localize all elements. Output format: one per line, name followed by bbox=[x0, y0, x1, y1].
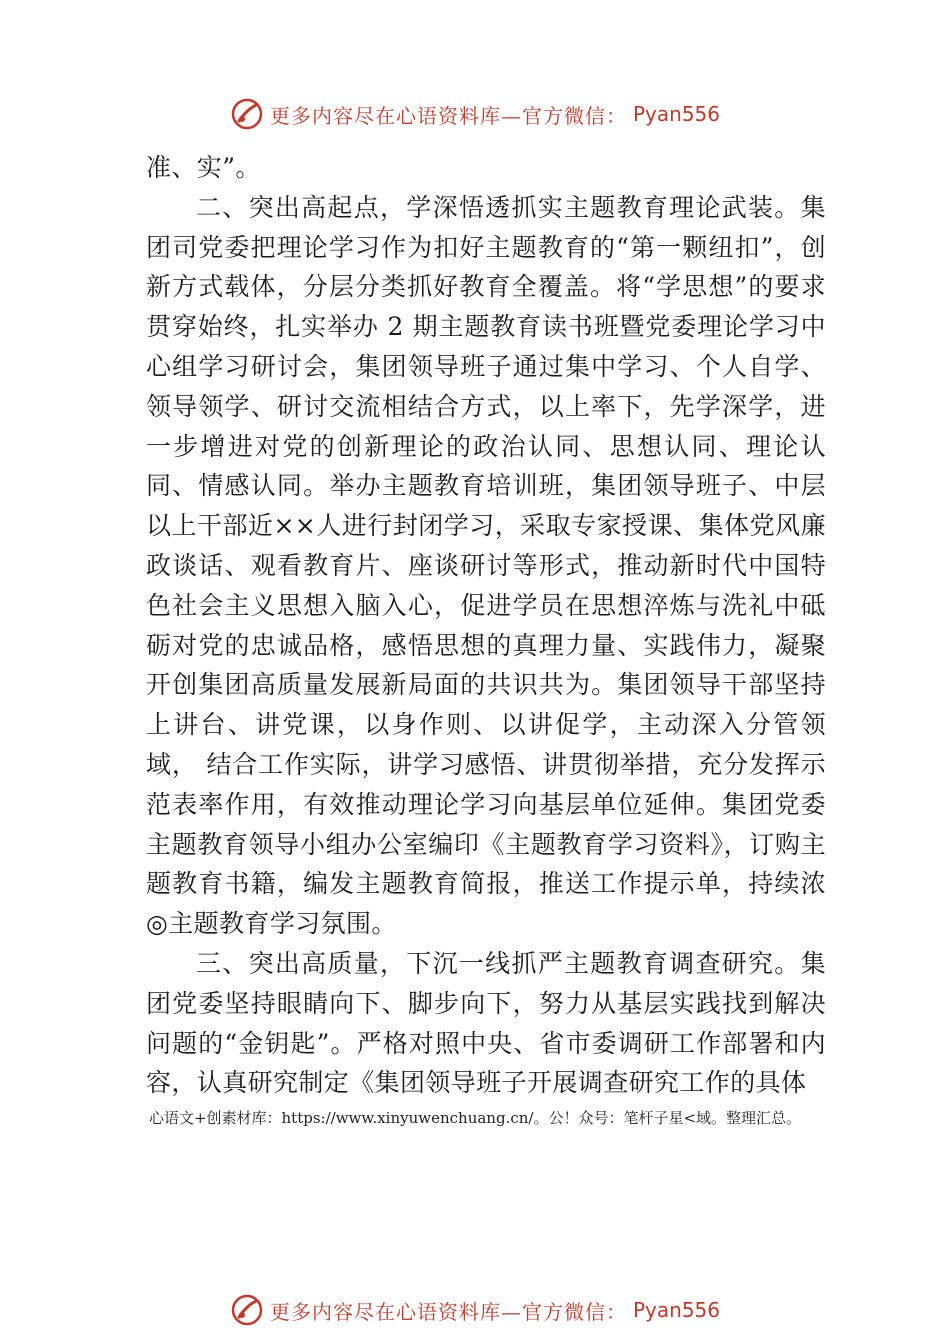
brush-logo-icon bbox=[230, 1293, 264, 1327]
footer-banner bbox=[0, 1290, 950, 1330]
footer-source-line: 心语文+创素材库：https://www.xinyuwenchuang.cn/。公！众号：笔杆子星<域。整理汇总。 bbox=[148, 1109, 802, 1127]
brush-logo-icon bbox=[230, 97, 264, 131]
paragraph-continuation: 准、实”。 bbox=[146, 153, 261, 182]
paragraph-section-2: 二、突出高起点，学深悟透抓实主题教育理论武装。集团司党委把理论学习作为扣好主题教育的“第一颗纽扣”，创新方式载体，分层分类抓好教育全覆盖。将“学思想”的要求贯穿始终，扎实举办 2 期主题教育读书班暨党委理论学习中心组学习研讨会，集团领导班子通过集中学习、个人自学、领导领学、研讨交流相结合方式，以上率下，先学深学，进一步增进对党的创新理论的政治认同、思想认同、理论认同、情感认同。举办主题教育培训班，集团领导班子、中层以上干部近××人进行封闭学习，采取专家授课、集体党风廉政谈话、观看教育片、座谈研讨等形式，推动新时代中国特色社会主义思想入脑入心，促进学员在思想淬炼与洗礼中砥砺对党的忠诚品格，感悟思想的真理力量、实践伟力，凝聚开创集团高质量发展新局面的共识共为。集团领导干部坚持上讲台、讲党课，以身作则、以讲促学，主动深入分管领域， 结合工作实际，讲学习感悟、讲贯彻举措，充分发挥示范表率作用，有效推动理论学习向基层单位延伸。集团党委主题教育领导小组办公室编印《主题教育学习资料》，订购主题教育书籍，编发主题教育简报，推送工作提示单，持续浓◎主题教育学习氛围。 bbox=[146, 192, 826, 939]
banner-wechat-id: Pyan556 bbox=[632, 1298, 720, 1322]
banner-wechat-id: Pyan556 bbox=[632, 102, 720, 126]
header-banner bbox=[0, 94, 950, 134]
banner-text: 更多内容尽在心语资料库—官方微信： bbox=[269, 1299, 627, 1324]
banner-text: 更多内容尽在心语资料库—官方微信： bbox=[269, 103, 627, 128]
paragraph-section-3: 三、突出高质量，下沉一线抓严主题教育调查研究。集团党委坚持眼睛向下、脚步向下，努力从基层实践找到解决问题的“金钥匙”。严格对照中央、省市委调研工作部署和内容，认真研究制定《集团领导班子开展调查研究工作的具体 bbox=[146, 948, 826, 1098]
document-body bbox=[146, 148, 826, 1103]
